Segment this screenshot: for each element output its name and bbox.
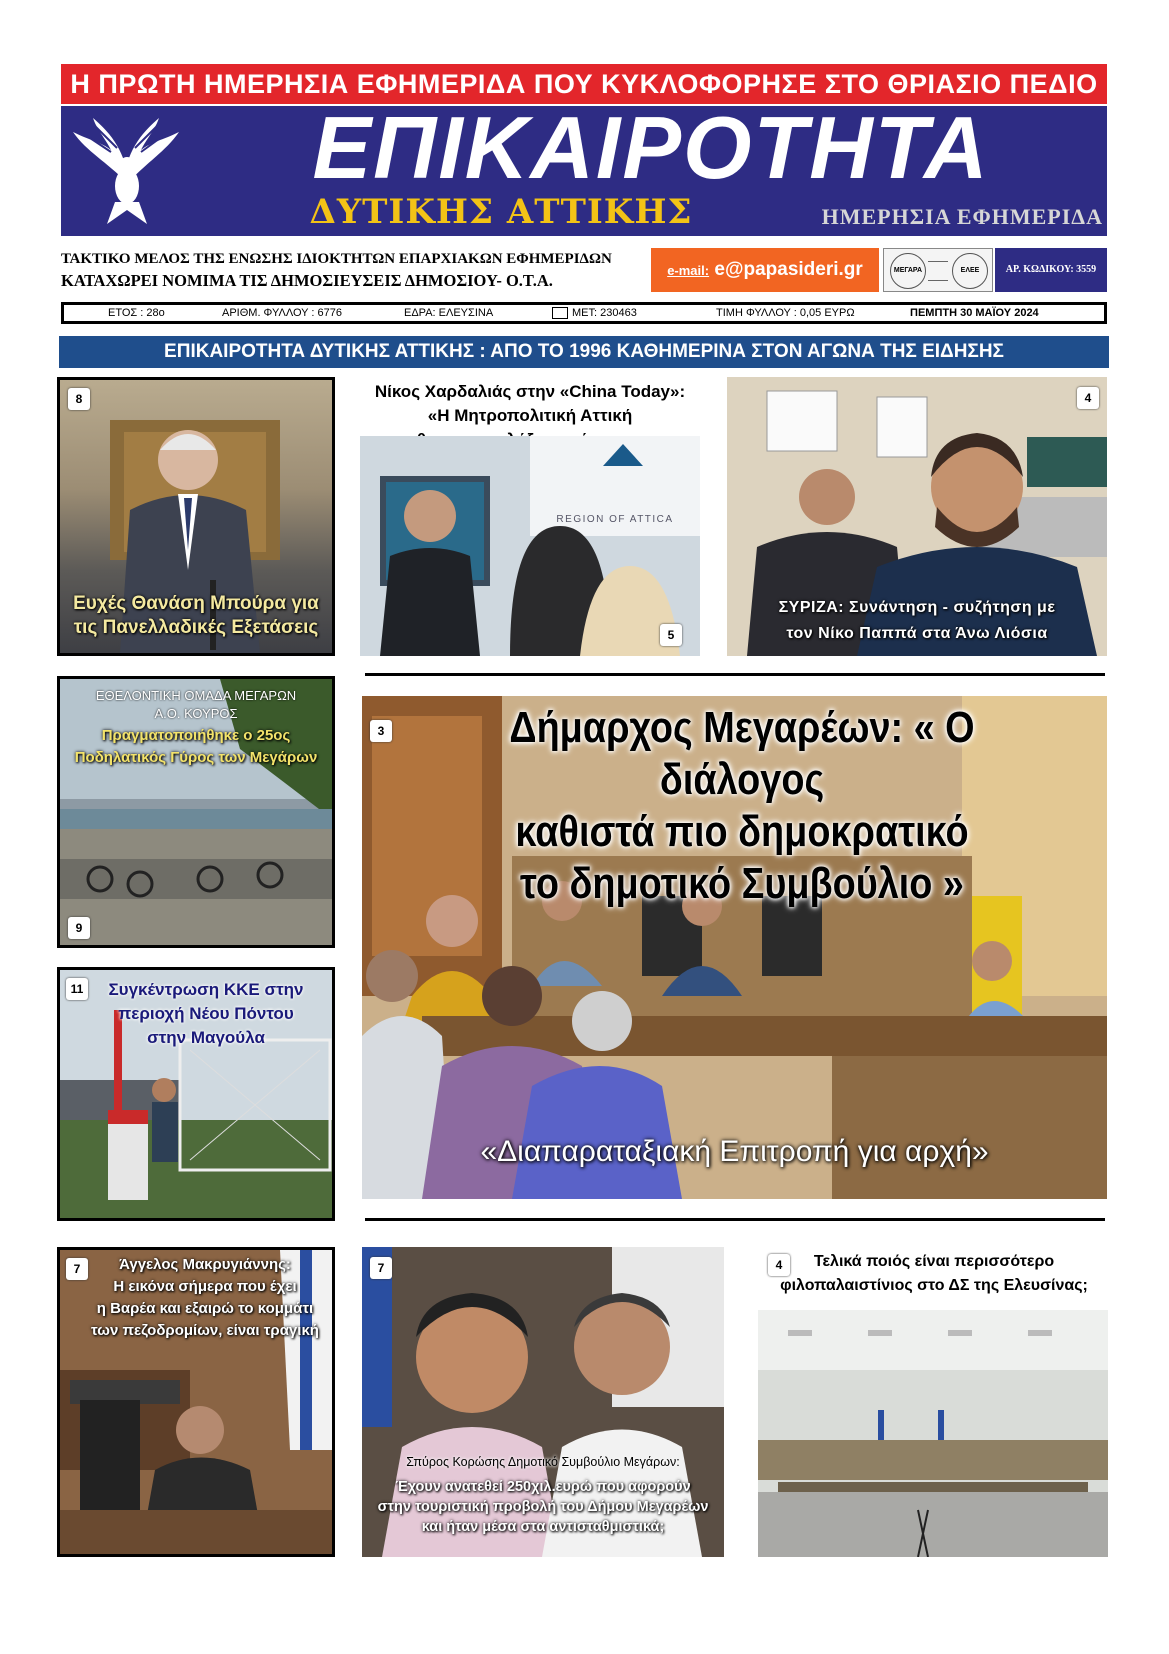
syriza-caption-line2: τον Νίκο Παππά στα Άνω Λιόσια: [786, 625, 1048, 642]
kke-caption-line3: στην Μαγούλα: [147, 1028, 265, 1047]
bike-org-line1: ΕΘΕΛΟΝΤΙΚΗ ΟΜΑΔΑ ΜΕΓΑΡΩΝ: [95, 688, 297, 703]
korosis-caption-line3: και ήταν μέσα στα αντισταθμιστικά;: [421, 1519, 665, 1535]
membership-line: ΤΑΚΤΙΚΟ ΜΕΛΟΣ ΤΗΣ ΕΝΩΣΗΣ ΙΔΙΟΚΤΗΤΩΝ ΕΠΑΡΧΙΑΚΩΝ ΕΦΗΜΕΡΙΔΩΝ: [61, 251, 612, 267]
page-number-badge: 4: [768, 1254, 790, 1276]
story-syriza[interactable]: [727, 377, 1107, 656]
stripes-icon: [928, 261, 948, 281]
issue-meta-bar: [61, 302, 1107, 324]
story-bike-tour[interactable]: [57, 676, 335, 948]
bike-org: [60, 687, 332, 723]
email-box[interactable]: [651, 248, 879, 292]
bike-org-line2: Α.Ο. ΚΟΥΡΟΣ: [154, 706, 238, 721]
code-number: ΑΡ. ΚΩΔΙΚΟΥ: 3559: [995, 248, 1107, 292]
bike-caption-line1: Πραγματοποιήθηκε ο 25ος: [101, 727, 291, 744]
makrygiannis-caption-line1: Άγγελος Μακρυγιάννης:: [119, 1256, 291, 1273]
badge-right-icon: ΕΛΕΕ: [952, 253, 988, 289]
elefsina-headline-line1: Τελικά ποιός είναι περισσότερο: [813, 1253, 1055, 1270]
eagle-logo-icon: [67, 112, 185, 230]
main-headline-line1: Δήμαρχος Μεγαρέων: « Ο διάλογος: [509, 703, 975, 804]
page-number-badge: 5: [660, 624, 682, 646]
main-headline-line2: καθιστά πιο δημοκρατικό: [515, 807, 969, 856]
page-number-badge: 4: [1077, 387, 1099, 409]
kke-caption-line2: περιοχή Νέου Πόντου: [118, 1004, 294, 1023]
page-number-badge: 3: [370, 720, 392, 742]
korosis-caption-line2: στην τουριστική προβολή του Δήμου Μεγαρέων: [377, 1499, 709, 1515]
page-number-badge: 7: [370, 1257, 392, 1279]
makrygiannis-caption: [78, 1254, 332, 1342]
makrygiannis-caption-line3: η Βαρέα και εξαιρώ το κομμάτι: [96, 1300, 314, 1317]
meta-issue: ΑΡΙΘΜ. ΦΥΛΛΟΥ : 6776: [222, 307, 342, 319]
makrygiannis-caption-line4: των πεζοδρομίων, είναι τραγική: [91, 1322, 319, 1339]
syriza-caption: [727, 595, 1107, 647]
story-korosis[interactable]: [362, 1247, 724, 1557]
chardalias-headline-line1: Νίκος Χαρδαλιάς στην «China Today»:: [374, 382, 686, 401]
email-label: e-mail:: [667, 263, 710, 278]
meta-price: ΤΙΜΗ ΦΥΛΛΟΥ : 0,05 ΕΥΡΩ: [716, 307, 855, 319]
notices-line: ΚΑΤΑΧΩΡΕΙ ΝΟΜΙΜΑ ΤΙΣ ΔΗΜΟΣΙΕΥΣΕΙΣ ΔΗΜΟΣΙΟΥ- Ο.Τ.Α.: [61, 271, 553, 290]
main-headline-line3: το δημοτικό Συμβούλιο »: [520, 859, 964, 908]
divider: [365, 673, 1105, 676]
korosis-name: Σπύρος Κορώσης Δημοτικό Συμβούλιο Μεγάρων:: [406, 1455, 680, 1469]
page-number-badge: 8: [68, 388, 90, 410]
page-number-badge: 11: [66, 978, 88, 1000]
newspaper-title: ΕΠΙΚΑΙΡΟΤΗΤΑ: [312, 106, 990, 197]
story-bouras[interactable]: [57, 377, 335, 656]
masthead-title-block: [61, 106, 1107, 236]
slogan-bar: ΕΠΙΚΑΙΡΟΤΗΤΑ ΔΥΤΙΚΗΣ ΑΤΤΙΚΗΣ : ΑΠΟ ΤΟ 1996 ΚΑΘΗΜΕΡΙΝΑ ΣΤΟΝ ΑΓΩΝΑ ΤΗΣ ΕΙΔΗΣΗΣ: [59, 336, 1109, 368]
story-kke[interactable]: [57, 967, 335, 1221]
chardalias-headline-line2: «Η Μητροπολιτική Αττική: [427, 406, 633, 425]
story-main-megara[interactable]: [362, 696, 1107, 1199]
bouras-caption-line2: τις Πανελλαδικές Εξετάσεις: [73, 617, 319, 638]
bike-caption-line2: Ποδηλατικός Γύρος των Μεγάρων: [74, 749, 318, 766]
page-number-badge: 9: [68, 917, 90, 939]
meta-met: ΜΕΤ: 230463: [572, 307, 637, 319]
badge-left-icon: ΜΕΓΑΡΑ: [890, 253, 926, 289]
meta-date: ΠΕΜΠΤΗ 30 ΜΑΪΟΥ 2024: [910, 307, 1039, 319]
kke-caption: [80, 978, 332, 1050]
newspaper-subtitle: ΔΥΤΙΚΗΣ ΑΤΤΙΚΗΣ: [309, 192, 693, 232]
main-subcaption: «Διαπαραταξιακή Επιτροπή για αρχή»: [480, 1135, 989, 1168]
story-elefsina[interactable]: [758, 1310, 1108, 1557]
page-number-badge: 7: [66, 1258, 88, 1280]
bike-caption: [60, 725, 332, 769]
flag-icon: [552, 307, 568, 319]
syriza-caption-line1: ΣΥΡΙΖΑ: Συνάντηση - συζήτηση με: [778, 599, 1056, 616]
member-badges: [883, 248, 993, 292]
story-makrygiannis[interactable]: [57, 1247, 335, 1557]
bouras-caption: [64, 592, 328, 640]
bouras-caption-line1: Ευχές Θανάση Μπούρα για: [73, 593, 319, 614]
korosis-caption-line1: Έχουν ανατεθεί 250χιλ.ευρώ που αφορούν: [395, 1479, 691, 1495]
main-headline: [432, 702, 1051, 910]
makrygiannis-caption-line2: Η εικόνα σήμερα που έχει: [113, 1278, 297, 1295]
email-address[interactable]: e@papasideri.gr: [714, 259, 863, 280]
korosis-caption: [362, 1477, 724, 1537]
region-sign: REGION OF ATTICA: [556, 514, 674, 525]
meta-seat: ΕΔΡΑ: ΕΛΕΥΣΙΝΑ: [404, 307, 494, 319]
meta-year: ΕΤΟΣ : 28ο: [108, 307, 165, 319]
elefsina-headline-line2: φιλοπαλαιστίνιος στο ΔΣ της Ελευσίνας;: [780, 1277, 1088, 1294]
elefsina-headline[interactable]: [760, 1250, 1108, 1298]
daily-label: ΗΜΕΡΗΣΙΑ ΕΦΗΜΕΡΙΔΑ: [821, 204, 1103, 229]
divider: [365, 1218, 1105, 1221]
story-chardalias[interactable]: [360, 436, 700, 656]
kke-caption-line1: Συγκέντρωση ΚΚΕ στην: [108, 980, 304, 999]
top-banner: Η ΠΡΩΤΗ ΗΜΕΡΗΣΙΑ ΕΦΗΜΕΡΙΔΑ ΠΟΥ ΚΥΚΛΟΦΟΡΗΣΕ ΣΤΟ ΘΡΙΑΣΙΟ ΠΕΔΙΟ: [61, 64, 1107, 104]
